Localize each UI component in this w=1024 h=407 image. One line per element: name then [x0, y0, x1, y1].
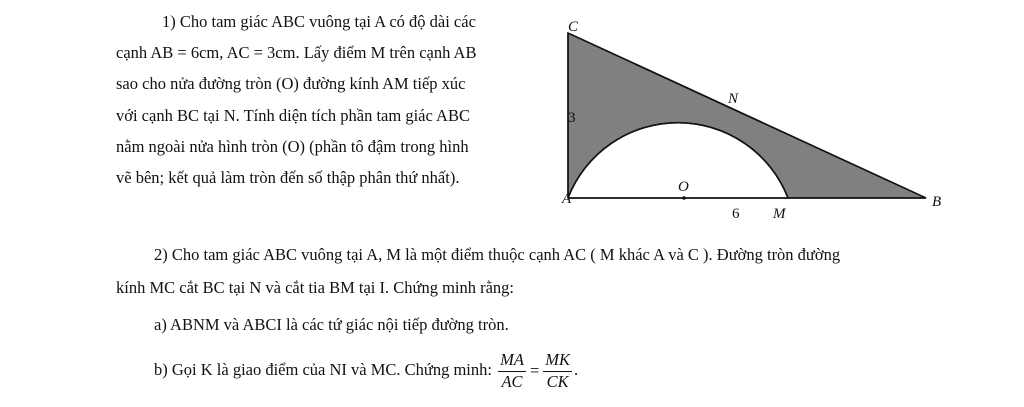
fraction-denominator: CK — [546, 371, 569, 391]
center-point-o — [682, 196, 686, 200]
problem-2-part-a: a) ABNM và ABCI là các tứ giác nội tiếp đường tròn. — [154, 315, 509, 334]
part-b-text: b) Gọi K là giao điểm của NI và MC. Chứng minh: — [154, 359, 492, 379]
period: . — [574, 359, 579, 379]
problem-1-line: với cạnh BC tại N. Tính diện tích phần tam giác ABC — [116, 105, 470, 125]
label-c: C — [568, 19, 579, 35]
triangle-semicircle-figure — [548, 8, 958, 228]
problem-1-line: cạnh AB = 6cm, AC = 3cm. Lấy điểm M trên cạnh AB — [116, 43, 477, 63]
label-side-ab-length: 6 — [732, 206, 740, 222]
label-side-ac-length: 3 — [568, 110, 576, 126]
equals-sign: = — [529, 361, 540, 381]
problem-2-intro-line-1: 2) Cho tam giác ABC vuông tại A, M là một điểm thuộc cạnh AC ( M khác A và C ). Đường tròn đường — [154, 245, 841, 264]
problem-1-line: nằm ngoài nửa hình tròn (O) (phần tô đậm trong hình — [116, 136, 469, 156]
label-n: N — [728, 91, 739, 107]
problem-1-line: 1) Cho tam giác ABC vuông tại A có độ dài các — [162, 12, 476, 31]
problem-1-line: sao cho nửa đường tròn (O) đường kính AM tiếp xúc — [116, 74, 466, 94]
problem-2-intro-line-2: kính MC cắt BC tại N và cắt tia BM tại I. Chứng minh rằng: — [116, 278, 515, 297]
problem-1-text — [116, 6, 546, 193]
fraction-ma-ac — [498, 350, 526, 392]
label-o: O — [678, 179, 689, 195]
label-a: A — [562, 191, 572, 207]
problem-1-line: vẽ bên; kết quả làm tròn đến số thập phân thứ nhất). — [116, 168, 460, 188]
label-b: B — [932, 194, 942, 210]
problem-2-part-b — [154, 350, 578, 392]
fraction-numerator: MK — [543, 350, 572, 372]
fraction-mk-ck — [543, 350, 572, 392]
fraction-denominator: AC — [501, 371, 523, 391]
label-m: M — [773, 206, 786, 222]
fraction-numerator: MA — [498, 350, 526, 372]
